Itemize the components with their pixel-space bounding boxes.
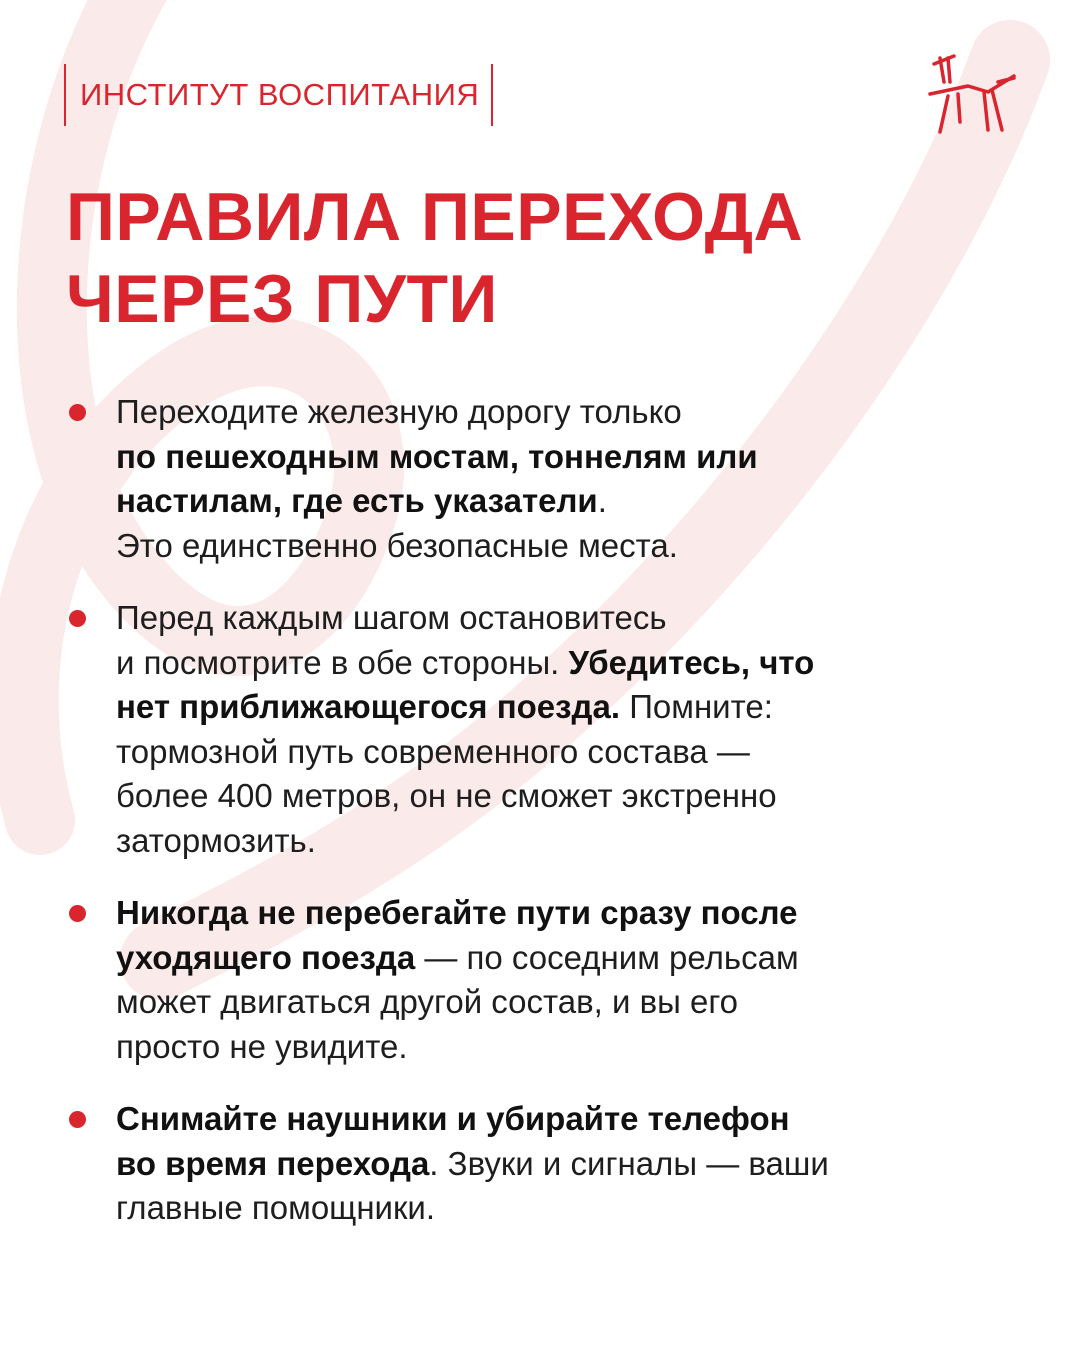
text-span: . — [597, 482, 607, 519]
text-line — [116, 891, 1016, 936]
rules-list — [66, 390, 1016, 1231]
bold-text: Снимайте наушники и убирайте телефон — [116, 1100, 790, 1137]
rule-item — [66, 891, 1016, 1069]
rule-item — [66, 1097, 1016, 1231]
text-span: Перед каждым шагом остановитесь — [116, 599, 667, 636]
text-span: Помните: — [620, 688, 773, 725]
bold-text: Убедитесь, что — [568, 643, 815, 681]
bold-text: Никогда не перебегайте пути сразу после — [116, 894, 798, 931]
text-line — [116, 1025, 1016, 1070]
text-span: просто не увидите. — [116, 1027, 408, 1065]
horse-logo-icon — [926, 52, 1018, 136]
rule-item — [66, 390, 1016, 568]
text-line — [116, 1097, 1016, 1142]
title-line-2: ЧЕРЕЗ ПУТИ — [66, 261, 498, 337]
text-span: и посмотрите в обе стороны. — [116, 643, 569, 681]
text-line — [116, 819, 1016, 864]
header-bar-right — [491, 64, 493, 126]
text-line — [116, 524, 1016, 569]
text-line — [116, 1186, 1016, 1231]
bold-text: нет приближающегося поезда. — [116, 688, 621, 725]
title-line-1: ПРАВИЛА ПЕРЕХОДА — [66, 179, 804, 255]
text-line — [116, 641, 1016, 686]
organization-name: ИНСТИТУТ ВОСПИТАНИЯ — [80, 77, 480, 112]
text-span: Это единственно безопасные места. — [116, 526, 678, 564]
bold-text: настилам, где есть указатели — [116, 482, 598, 519]
text-line — [116, 730, 1016, 775]
text-span: более 400 метров, он не сможет экстренно — [116, 777, 777, 814]
page-title — [66, 176, 803, 340]
text-line — [116, 774, 1016, 819]
bullet-dot — [69, 610, 86, 627]
text-line — [116, 980, 1016, 1025]
text-span: главные помощники. — [116, 1189, 436, 1226]
rule-item — [66, 596, 1016, 863]
text-line — [116, 1142, 1016, 1187]
text-span: может двигаться другой состав, и вы его — [116, 983, 739, 1020]
text-line — [116, 479, 1016, 524]
text-line — [116, 435, 1016, 480]
bold-text: во время перехода — [116, 1144, 430, 1182]
bullet-dot — [69, 404, 86, 421]
bold-text: по пешеходным мостам, тоннелям или — [116, 437, 758, 475]
bold-text: уходящего поезда — [116, 938, 416, 976]
text-span: тормозной путь современного состава — — [116, 732, 750, 770]
text-line — [116, 936, 1016, 981]
text-line — [116, 596, 1016, 641]
text-span: Переходите железную дорогу только — [116, 393, 682, 430]
bullet-dot — [69, 1111, 86, 1128]
text-span: затормозить. — [116, 821, 316, 859]
text-line — [116, 685, 1016, 730]
text-span: — по соседним рельсам — [415, 938, 799, 976]
header — [64, 64, 493, 126]
text-line — [116, 390, 1016, 435]
text-span: . Звуки и сигналы — ваши — [429, 1144, 829, 1182]
bullet-dot — [69, 905, 86, 922]
